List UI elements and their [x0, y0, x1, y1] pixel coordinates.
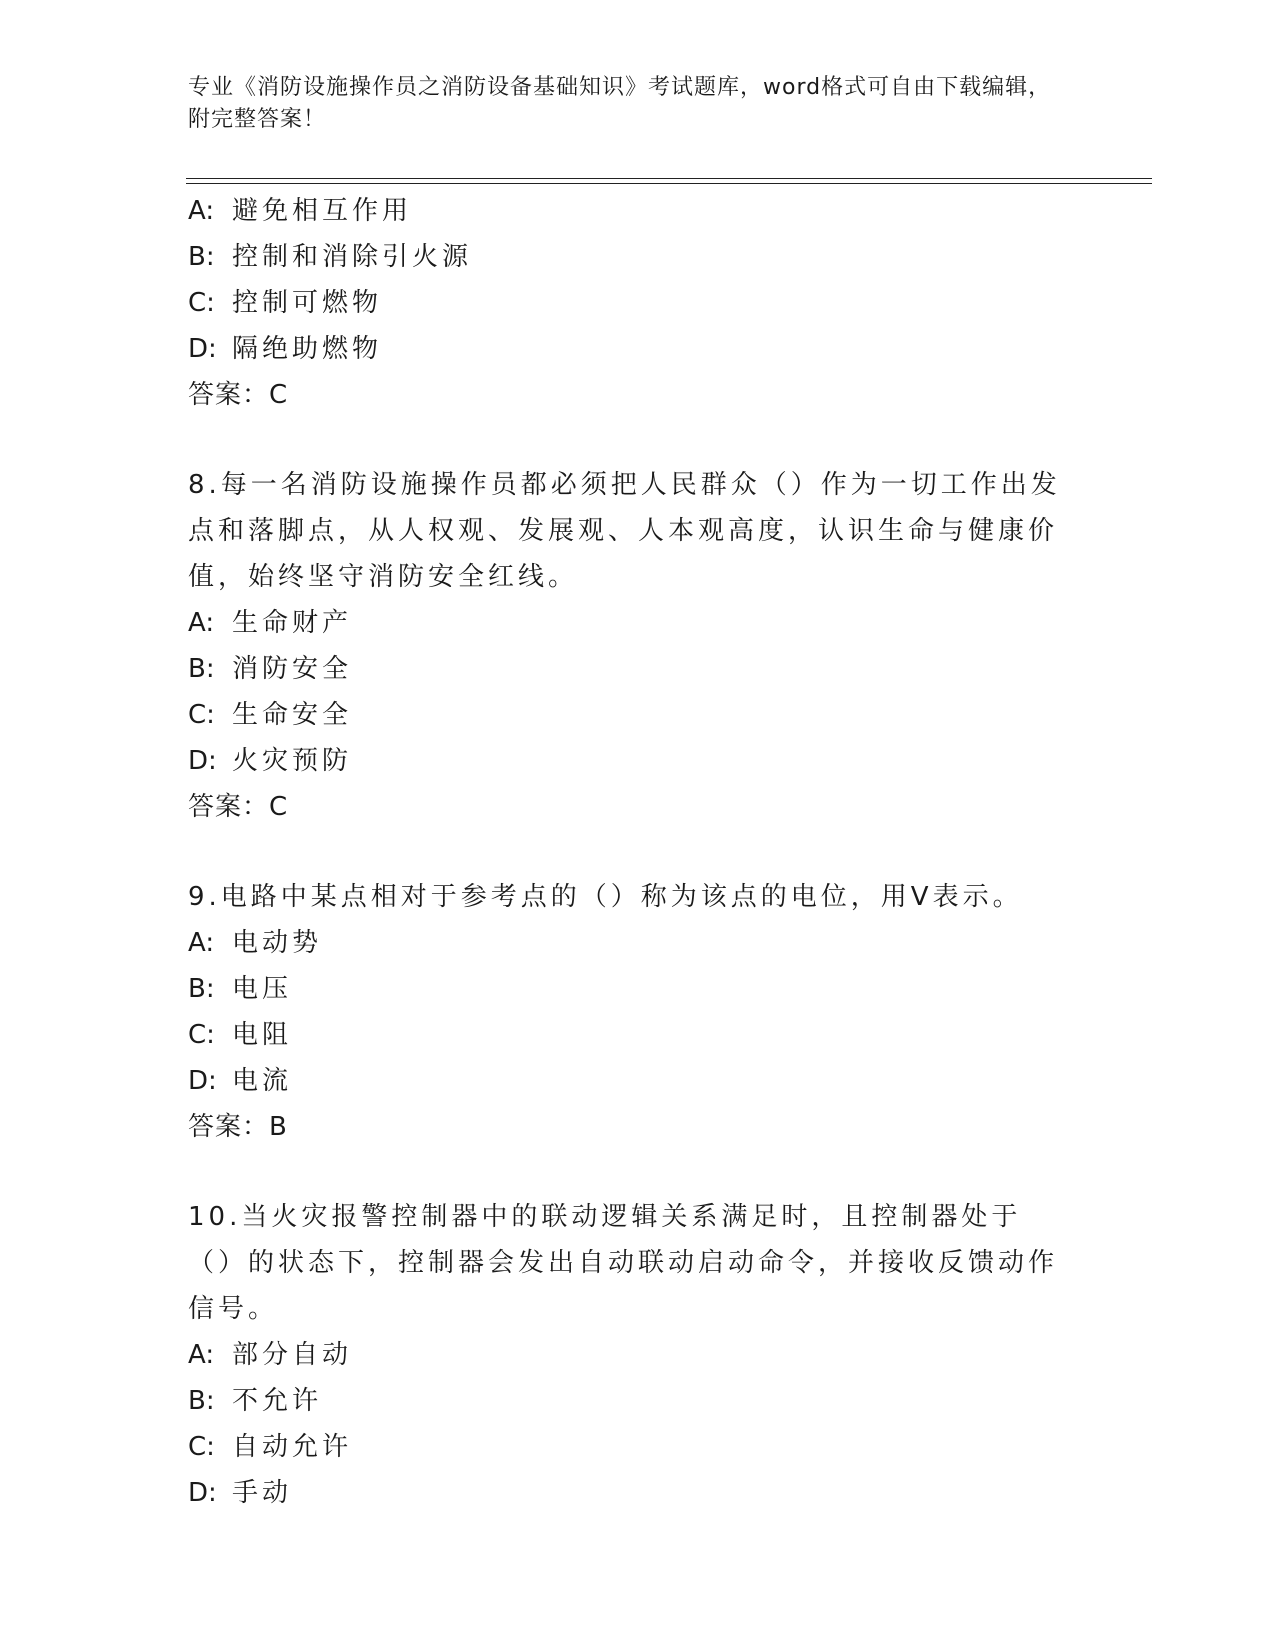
option-b: [188, 966, 1088, 1012]
option-text: 控制和消除引火源: [232, 242, 473, 272]
option-text: 生命财产: [232, 608, 353, 638]
option-key: D:: [188, 334, 217, 364]
option-c: [188, 280, 1088, 326]
spacer: [188, 418, 1088, 462]
option-c: [188, 692, 1088, 738]
option-text: 电压: [232, 974, 293, 1004]
option-key: C:: [188, 1432, 215, 1462]
option-text: 不允许: [232, 1386, 323, 1416]
question-9: [188, 874, 1088, 1150]
option-d: [188, 326, 1088, 372]
option-text: 隔绝助燃物: [232, 334, 383, 364]
option-key: D:: [188, 1066, 217, 1096]
option-b: [188, 234, 1088, 280]
option-key: D:: [188, 746, 217, 776]
option-b: [188, 1378, 1088, 1424]
option-c: [188, 1012, 1088, 1058]
question-stem: 9.电路中某点相对于参考点的（）称为该点的电位，用V表示。: [188, 882, 1023, 912]
option-key: A:: [188, 1340, 215, 1370]
question-stem: 8.每一名消防设施操作员都必须把人民群众（）作为一切工作出发点和落脚点，从人权观、发展观、人本观高度，认识生命与健康价值，始终坚守消防安全红线。: [188, 470, 1061, 592]
option-text: 手动: [232, 1478, 293, 1508]
option-a: [188, 1332, 1088, 1378]
option-d: [188, 738, 1088, 784]
option-text: 避免相互作用: [232, 196, 413, 226]
option-key: D:: [188, 1478, 217, 1508]
option-d: [188, 1470, 1088, 1516]
question-7: [188, 188, 1088, 418]
answer-line: 答案：B: [188, 1112, 288, 1142]
option-key: A:: [188, 928, 215, 958]
option-a: [188, 920, 1088, 966]
question-10: [188, 1194, 1088, 1516]
option-text: 部分自动: [232, 1340, 353, 1370]
header-divider-bottom: [186, 183, 1152, 184]
option-text: 控制可燃物: [232, 288, 383, 318]
header-divider-top: [186, 178, 1152, 179]
option-text: 电流: [232, 1066, 293, 1096]
option-key: A:: [188, 608, 215, 638]
option-key: B:: [188, 1386, 215, 1416]
option-a: [188, 188, 1088, 234]
answer-line: 答案：C: [188, 792, 289, 822]
option-c: [188, 1424, 1088, 1470]
option-text: 生命安全: [232, 700, 353, 730]
option-key: C:: [188, 288, 215, 318]
option-a: [188, 600, 1088, 646]
option-key: C:: [188, 700, 215, 730]
question-stem: 10.当火灾报警控制器中的联动逻辑关系满足时，且控制器处于（）的状态下，控制器会发出自动联动启动命令，并接收反馈动作信号。: [188, 1202, 1059, 1324]
spacer: [188, 1150, 1088, 1194]
option-key: C:: [188, 1020, 215, 1050]
option-key: B:: [188, 242, 215, 272]
option-text: 火灾预防: [232, 746, 353, 776]
option-text: 自动允许: [232, 1432, 353, 1462]
spacer: [188, 830, 1088, 874]
question-list: [188, 188, 1088, 1516]
option-b: [188, 646, 1088, 692]
option-text: 消防安全: [232, 654, 353, 684]
option-d: [188, 1058, 1088, 1104]
document-header: 专业《消防设施操作员之消防设备基础知识》考试题库，word格式可自由下载编辑，附完整答案！: [188, 75, 1052, 132]
option-text: 电动势: [232, 928, 323, 958]
answer-line: 答案：C: [188, 380, 289, 410]
option-text: 电阻: [232, 1020, 293, 1050]
option-key: B:: [188, 654, 215, 684]
question-8: [188, 462, 1088, 830]
option-key: A:: [188, 196, 215, 226]
option-key: B:: [188, 974, 215, 1004]
